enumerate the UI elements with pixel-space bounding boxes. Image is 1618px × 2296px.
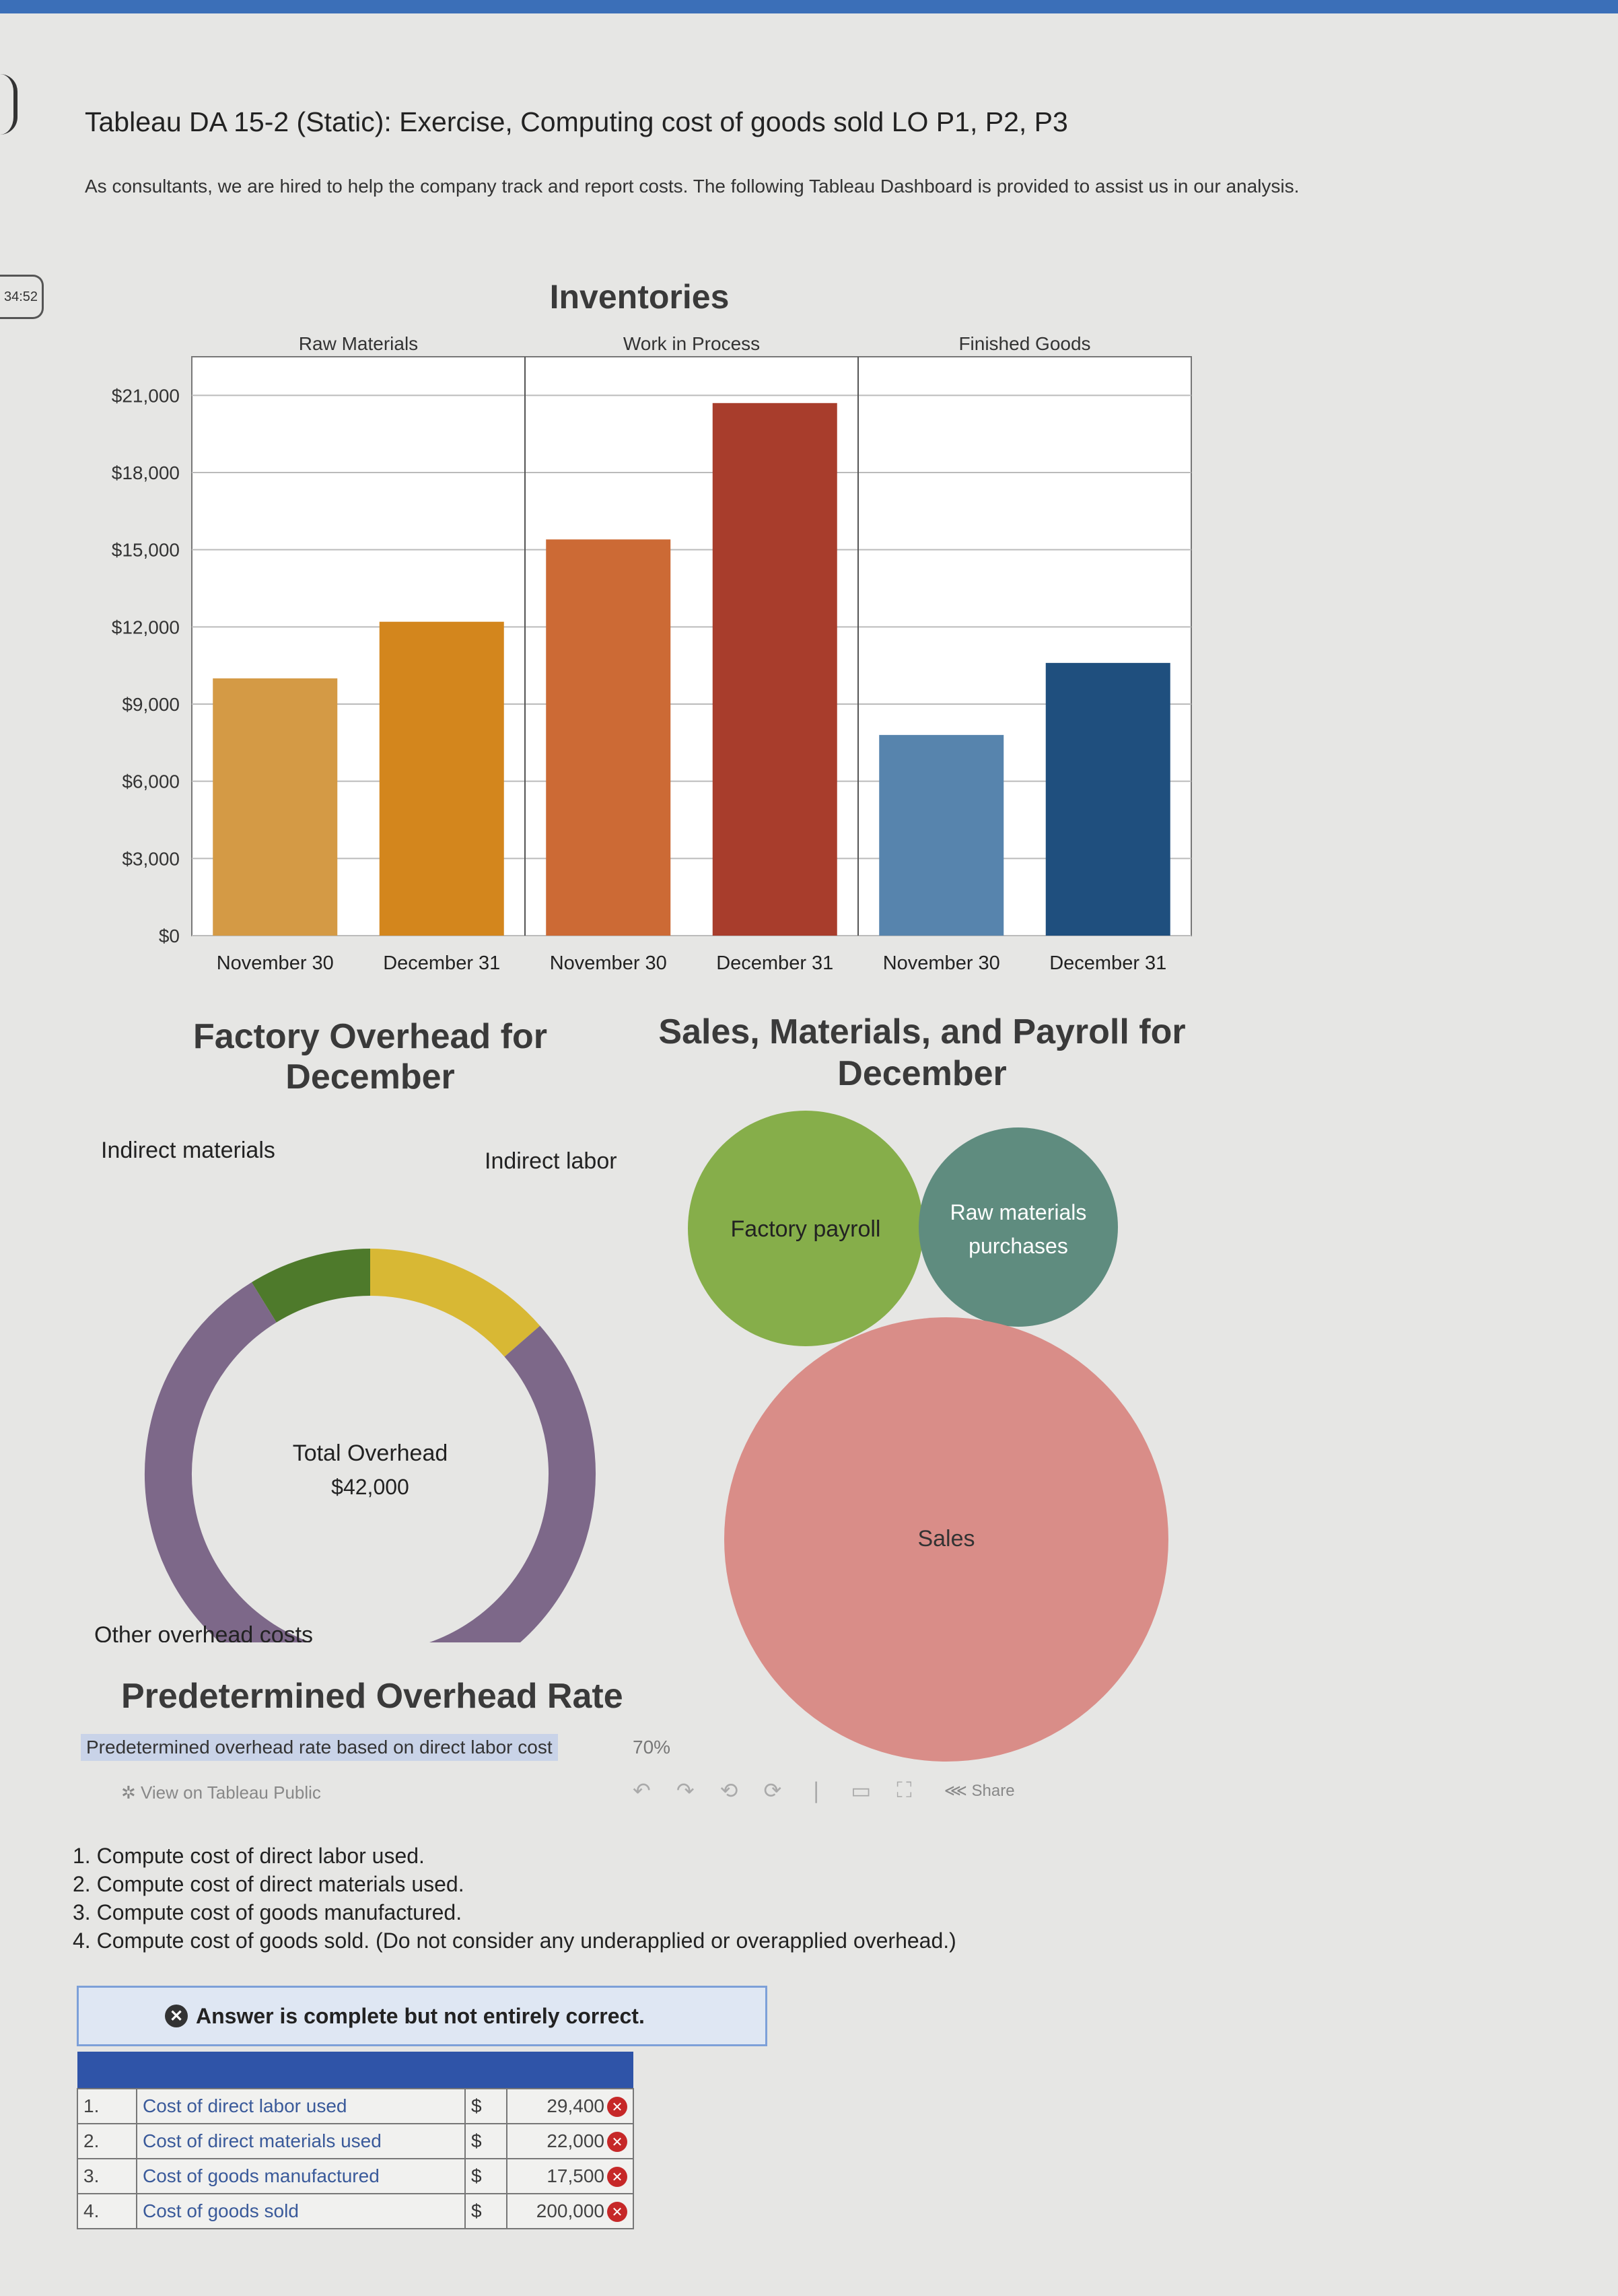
row-number: 3. bbox=[77, 2159, 137, 2194]
row-number: 4. bbox=[77, 2194, 137, 2229]
answer-input[interactable] bbox=[507, 2194, 633, 2229]
share-label: Share bbox=[971, 1781, 1015, 1800]
answer-value: 22,000 bbox=[547, 2130, 604, 2151]
answer-value: 200,000 bbox=[536, 2200, 604, 2221]
timer-badge: 34:52 bbox=[0, 275, 44, 319]
revert-icon[interactable]: ⟲ bbox=[719, 1778, 738, 1803]
table-row bbox=[77, 2194, 633, 2229]
undo-icon[interactable]: ↶ bbox=[633, 1778, 651, 1803]
donut-legend-label: Indirect materials bbox=[101, 1138, 275, 1163]
inventories-chart bbox=[81, 323, 1292, 1037]
y-tick-label: $21,000 bbox=[111, 385, 180, 407]
wrong-mark-icon: ✕ bbox=[607, 2167, 627, 2187]
answer-input[interactable] bbox=[507, 2159, 633, 2194]
overhead-donut-chart bbox=[81, 1131, 754, 1642]
question-2: 2. Compute cost of direct materials used. bbox=[73, 1872, 464, 1896]
view-on-tableau-link[interactable] bbox=[121, 1782, 321, 1803]
x-tick-label: December 31 bbox=[1049, 952, 1167, 974]
row-label: Cost of goods sold bbox=[137, 2194, 465, 2229]
bar bbox=[380, 622, 504, 936]
intro-text: As consultants, we are hired to help the company track and report costs. The following Tableau Dashboard is provided to assist us in our analysis. bbox=[85, 176, 1300, 197]
y-tick-label: $15,000 bbox=[111, 539, 180, 561]
x-tick-label: November 30 bbox=[216, 952, 334, 974]
overhead-title-line2: December bbox=[285, 1057, 455, 1097]
y-tick-label: $12,000 bbox=[111, 617, 180, 638]
bar bbox=[546, 539, 670, 936]
sales-title-line2: December bbox=[837, 1054, 1007, 1093]
donut-slice bbox=[370, 1272, 522, 1342]
tableau-toolbar bbox=[633, 1777, 1185, 1804]
row-label: Cost of direct materials used bbox=[137, 2124, 465, 2159]
inventories-title: Inventories bbox=[549, 278, 730, 316]
y-tick-label: $0 bbox=[158, 926, 180, 946]
x-tick-label: December 31 bbox=[716, 952, 834, 974]
currency-symbol: $ bbox=[465, 2089, 507, 2124]
answer-status-banner bbox=[77, 1986, 767, 2046]
bubble-label-sales: Sales bbox=[917, 1526, 975, 1552]
share-button[interactable] bbox=[944, 1781, 1015, 1801]
incorrect-icon: ✕ bbox=[165, 2005, 188, 2027]
question-1: 1. Compute cost of direct labor used. bbox=[73, 1844, 425, 1868]
row-number: 1. bbox=[77, 2089, 137, 2124]
table-row bbox=[77, 2089, 633, 2124]
bar bbox=[879, 735, 1004, 936]
overhead-title-line1: Factory Overhead for bbox=[193, 1017, 547, 1056]
rate-label: Predetermined overhead rate based on direct labor cost bbox=[81, 1734, 558, 1761]
answer-table bbox=[77, 2052, 634, 2229]
refresh-icon[interactable]: ⟳ bbox=[763, 1778, 782, 1803]
share-icon: ⋘ bbox=[944, 1781, 972, 1800]
answer-value: 29,400 bbox=[547, 2095, 604, 2116]
panel-header: Finished Goods bbox=[958, 333, 1091, 354]
bubble-label-materials-1: Raw materials bbox=[950, 1200, 1087, 1224]
answer-status-text: Answer is complete but not entirely correct. bbox=[196, 2003, 645, 2028]
plot-area bbox=[192, 357, 1191, 936]
redo-icon[interactable]: ↷ bbox=[676, 1778, 695, 1803]
donut-center-label: Total Overhead bbox=[292, 1440, 448, 1466]
sales-title-line1: Sales, Materials, and Payroll for bbox=[658, 1012, 1186, 1051]
panel-header: Work in Process bbox=[623, 333, 761, 354]
bubble-label-materials-2: purchases bbox=[969, 1234, 1068, 1258]
currency-symbol: $ bbox=[465, 2124, 507, 2159]
rate-title: Predetermined Overhead Rate bbox=[121, 1677, 623, 1716]
x-tick-label: November 30 bbox=[549, 952, 667, 974]
bar bbox=[713, 403, 837, 936]
bubble-raw-materials bbox=[919, 1127, 1118, 1327]
donut-center-value: $42,000 bbox=[331, 1475, 409, 1499]
donut-legend-label: Indirect labor bbox=[485, 1148, 617, 1174]
x-tick-label: December 31 bbox=[383, 952, 501, 974]
question-4: 4. Compute cost of goods sold. (Do not consider any underapplied or overapplied overhead.) bbox=[73, 1928, 956, 1953]
row-number: 2. bbox=[77, 2124, 137, 2159]
rate-value: 70% bbox=[633, 1737, 671, 1758]
y-tick-label: $3,000 bbox=[122, 848, 180, 870]
wrong-mark-icon: ✕ bbox=[607, 2097, 627, 2117]
wrong-mark-icon: ✕ bbox=[607, 2132, 627, 2152]
answer-input[interactable] bbox=[507, 2124, 633, 2159]
bubble-label-payroll: Factory payroll bbox=[730, 1216, 881, 1242]
donut-slice bbox=[264, 1272, 370, 1302]
question-list bbox=[73, 1842, 956, 1955]
view-link-label: View on Tableau Public bbox=[141, 1782, 321, 1803]
table-row bbox=[77, 2124, 633, 2159]
answer-value: 17,500 bbox=[547, 2165, 604, 2186]
table-row bbox=[77, 2159, 633, 2194]
tableau-icon: ✲ bbox=[121, 1782, 141, 1803]
currency-symbol: $ bbox=[465, 2194, 507, 2229]
answer-table-header bbox=[77, 2052, 633, 2089]
y-tick-label: $18,000 bbox=[111, 462, 180, 483]
bar bbox=[213, 679, 337, 936]
fullscreen-icon[interactable]: ⛶ bbox=[896, 1778, 912, 1802]
page-title: Tableau DA 15-2 (Static): Exercise, Computing cost of goods sold LO P1, P2, P3 bbox=[85, 106, 1068, 137]
donut-slice bbox=[168, 1302, 572, 1642]
panel-header: Raw Materials bbox=[298, 333, 419, 354]
question-3: 3. Compute cost of goods manufactured. bbox=[73, 1900, 462, 1924]
answer-input[interactable] bbox=[507, 2089, 633, 2124]
sales-bubble-chart bbox=[660, 1104, 1265, 1777]
sales-title bbox=[633, 1011, 1211, 1094]
pause-icon[interactable]: ❘ bbox=[807, 1778, 826, 1803]
row-label: Cost of direct labor used bbox=[137, 2089, 465, 2124]
y-tick-label: $6,000 bbox=[122, 771, 180, 792]
overhead-title bbox=[155, 1016, 586, 1097]
row-label: Cost of goods manufactured bbox=[137, 2159, 465, 2194]
donut-legend-label: Other overhead costs bbox=[94, 1622, 314, 1642]
page-edge-mark bbox=[0, 74, 17, 135]
bar bbox=[1046, 663, 1170, 936]
top-bar bbox=[0, 0, 1618, 13]
currency-symbol: $ bbox=[465, 2159, 507, 2194]
x-tick-label: November 30 bbox=[882, 952, 1000, 974]
y-tick-label: $9,000 bbox=[122, 694, 180, 715]
wrong-mark-icon: ✕ bbox=[607, 2202, 627, 2222]
comment-icon[interactable]: ▭ bbox=[851, 1778, 872, 1803]
